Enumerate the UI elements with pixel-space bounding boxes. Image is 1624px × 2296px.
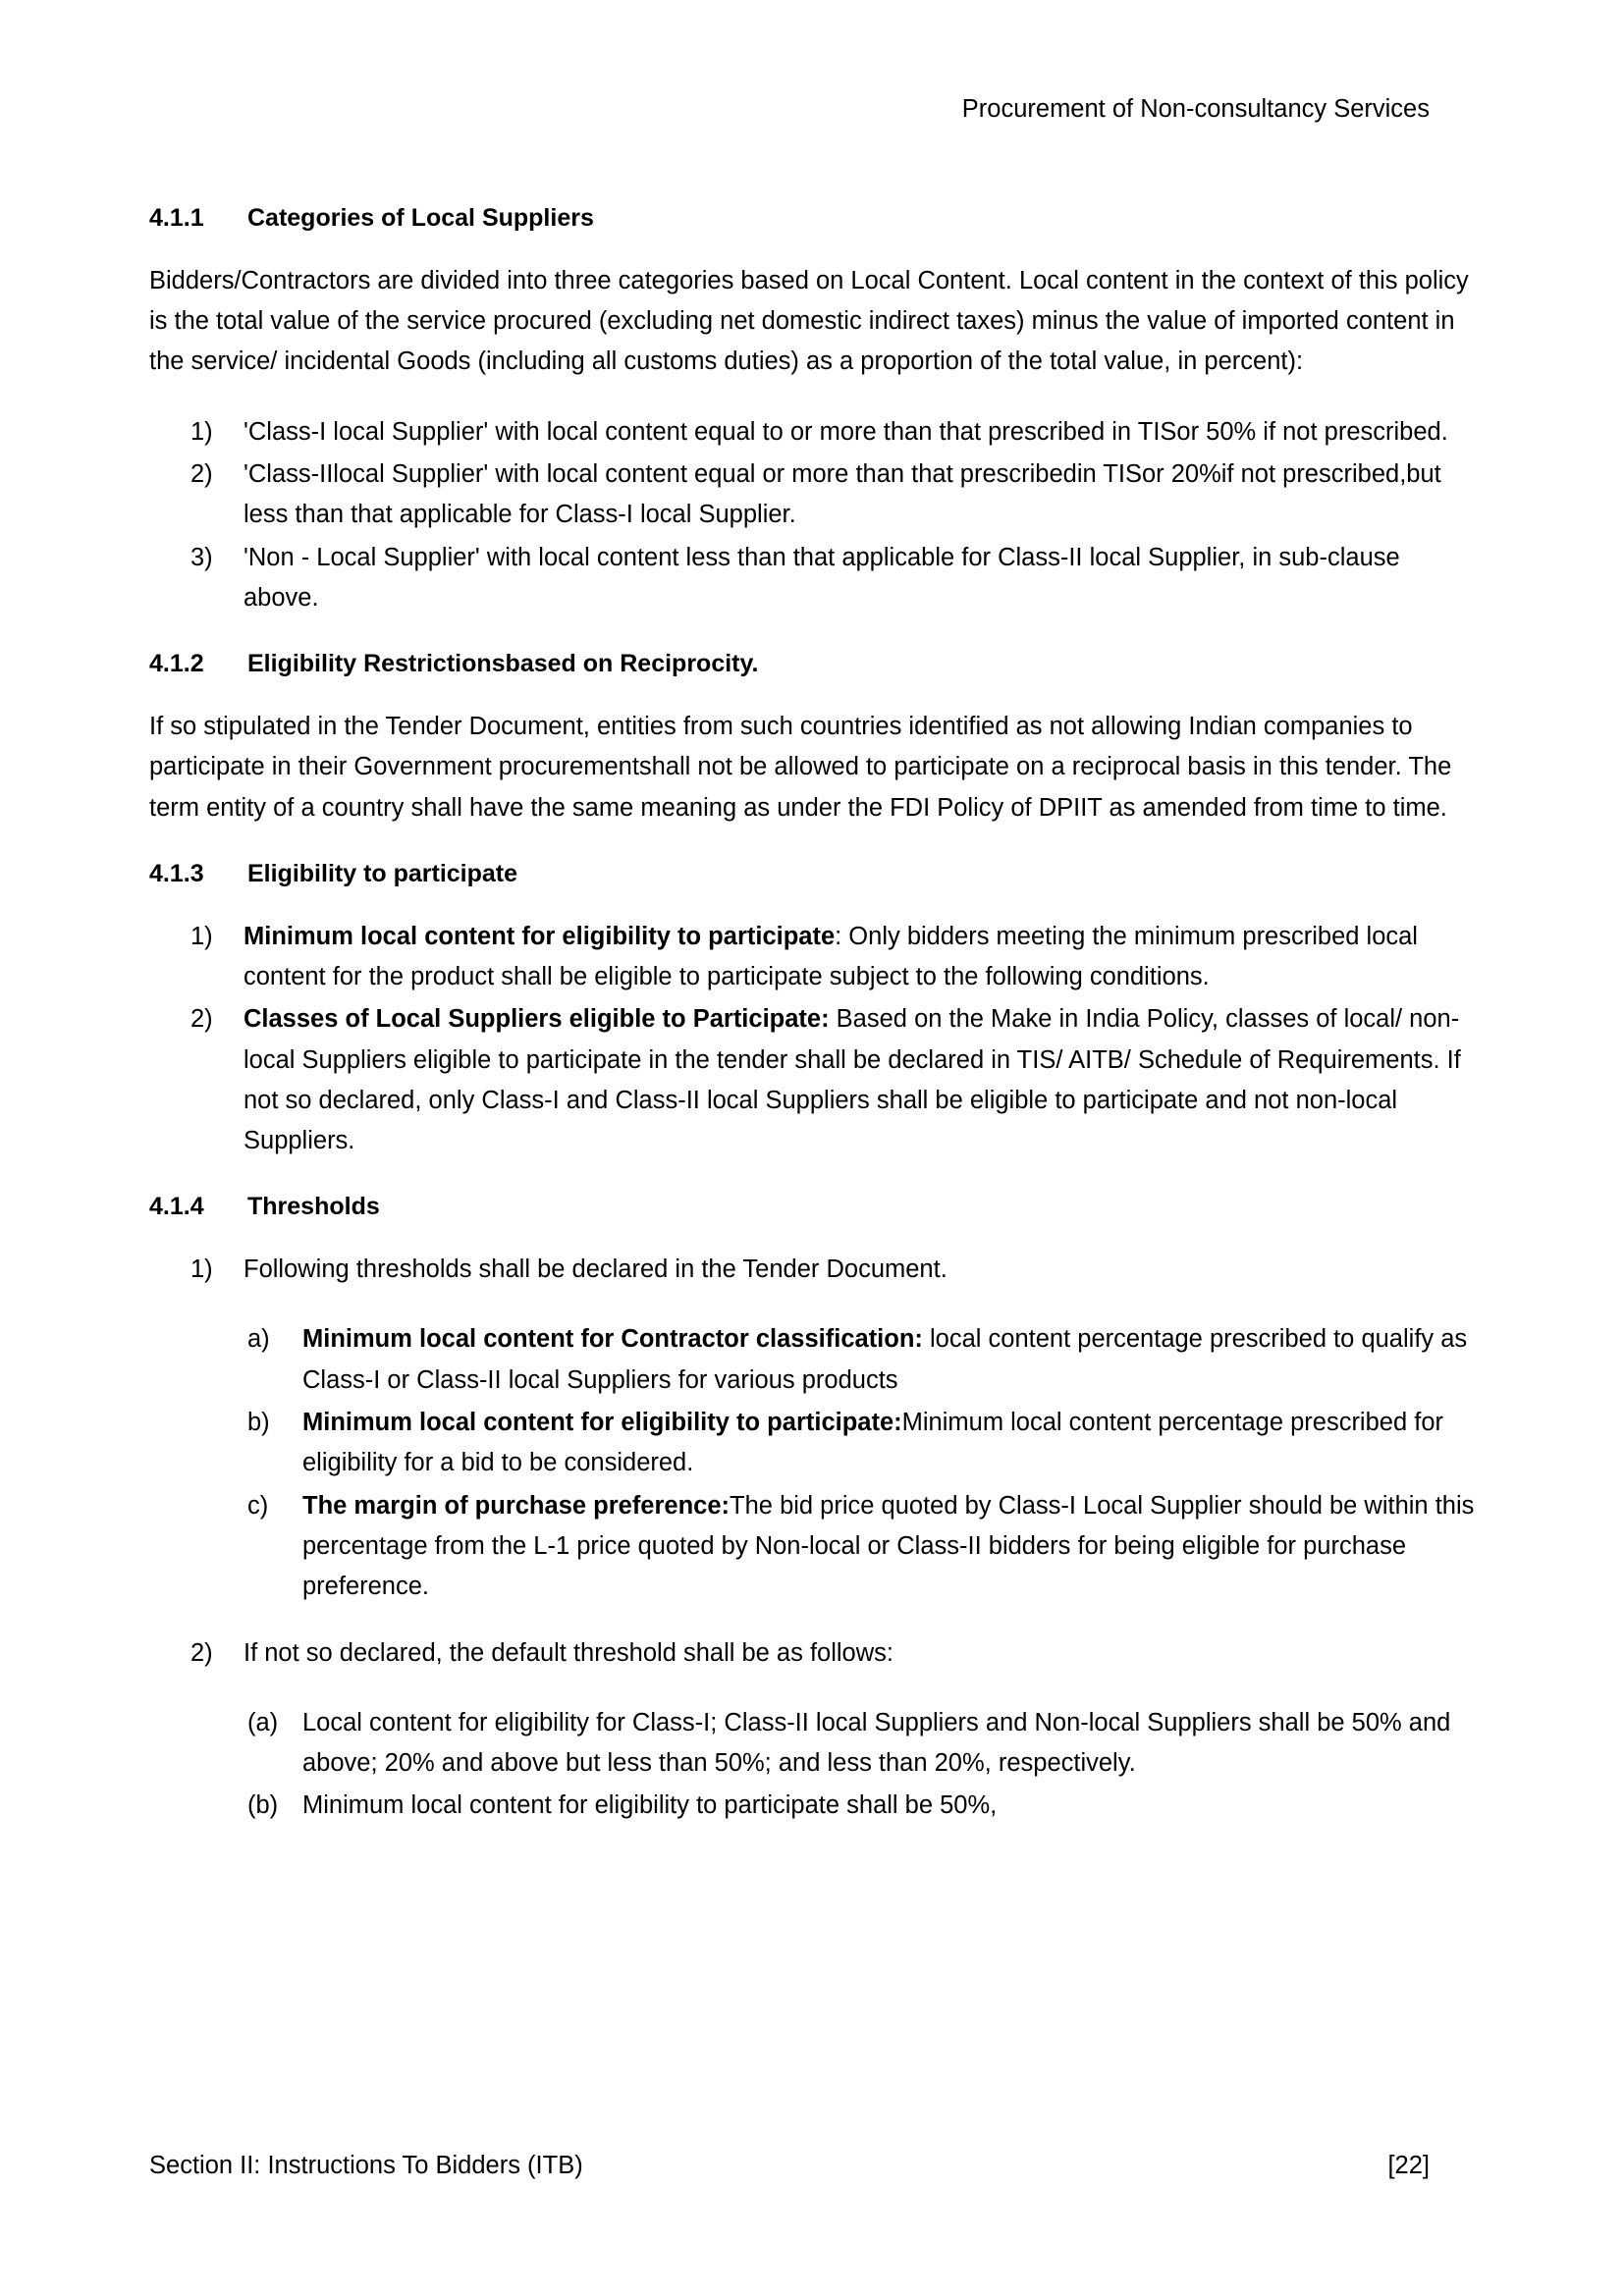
section-number: 4.1.2: [149, 650, 204, 678]
list-item: [149, 1250, 1475, 1290]
list-item: [149, 1319, 1475, 1401]
list-marker: 2): [190, 1005, 213, 1034]
section-heading-4-1-4: [149, 1191, 1475, 1224]
list-item-lead: Minimum local content for Contractor classification:: [302, 1325, 923, 1354]
list-item-text: : Only bidders meeting the minimum prescribed local content for the product shall be eligible to participate subject to the following conditions.: [244, 922, 1418, 990]
list-item-text: Following thresholds shall be declared in the Tender Document.: [244, 1255, 947, 1284]
section-title: Eligibility Restrictionsbased on Reciprocity.: [247, 650, 759, 678]
list-4-1-4-item-1: [149, 1250, 1475, 1290]
section-title: Eligibility to participate: [247, 859, 518, 887]
list-item: [149, 454, 1475, 536]
list-marker: 1): [190, 1255, 213, 1284]
section-number: 4.1.3: [149, 859, 204, 887]
list-item: [149, 1486, 1475, 1608]
list-marker: 1): [190, 417, 213, 446]
list-item: [149, 1633, 1475, 1674]
list-marker: a): [247, 1325, 270, 1354]
list-4-1-4-item-2: [149, 1633, 1475, 1674]
list-marker: 2): [190, 1638, 213, 1667]
list-item-text: If not so declared, the default threshold shall be as follows:: [244, 1638, 893, 1667]
footer-section-label: Section II: Instructions To Bidders (ITB): [149, 2152, 583, 2179]
sublist-4-1-4-default-thresholds: [149, 1703, 1475, 1827]
sublist-4-1-4-a-c: [149, 1319, 1475, 1607]
list-marker: 3): [190, 543, 213, 571]
footer-page-number: [22]: [1387, 2152, 1430, 2179]
list-item-lead: Minimum local content for eligibility to participate:: [302, 1409, 902, 1437]
section-title: Categories of Local Suppliers: [247, 204, 594, 233]
list-item: [149, 917, 1475, 998]
section-number: 4.1.4: [149, 1193, 204, 1221]
list-item-text: 'Class-IIlocal Supplier' with local content equal or more than that prescribedin TISor 20%if not prescribed,but less than that applicable for Class-I local Supplier.: [244, 460, 1441, 529]
section-number: 4.1.1: [149, 204, 204, 233]
list-item-lead: Classes of Local Suppliers eligible to Participate:: [244, 1005, 830, 1034]
list-item-text: Local content for eligibility for Class-I; Class-II local Suppliers and Non-local Suppliers shall be 50% and above; 20% and above but less than 50%; and less than 20%, respectively.: [302, 1708, 1451, 1778]
list-item-text: Minimum local content for eligibility to participate shall be 50%,: [302, 1791, 998, 1820]
list-item: [149, 1703, 1475, 1785]
list-item-text: Minimum local content percentage prescribed for eligibility for a bid to be considered.: [302, 1409, 1443, 1477]
list-item-text: local content percentage prescribed to qualify as Class-I or Class-II local Suppliers for various products: [302, 1325, 1468, 1394]
section-title: Thresholds: [247, 1193, 380, 1221]
list-4-1-3: [149, 917, 1475, 1162]
section-heading-4-1-1: [149, 202, 1475, 236]
section-paragraph-4-1-2: If so stipulated in the Tender Document, entities from such countries identified as not allowing Indian companies to participate in their Government procurementshall not be allowed to participate on a reciprocal basis in this tender. The term entity of a country shall have the same meaning as under the FDI Policy of DPIIT as amended from time to time.: [149, 713, 1452, 822]
list-item: [149, 999, 1475, 1161]
section-heading-4-1-3: [149, 858, 1475, 891]
list-item: [149, 412, 1475, 453]
section-paragraph-4-1-1: Bidders/Contractors are divided into three categories based on Local Content. Local content in the context of this policy is the total value of the service procured (excluding net domestic indirect taxes) minus the value of imported content in the service/ incidental Goods (including all customs duties) as a proportion of the total value, in percent):: [149, 266, 1469, 376]
list-marker: (a): [247, 1708, 279, 1736]
list-item: [149, 538, 1475, 619]
page-header: [149, 93, 1475, 126]
list-item-text: 'Non - Local Supplier' with local content less than that applicable for Class-II local Supplier, in sub-clause above.: [244, 543, 1400, 612]
list-marker: c): [247, 1491, 269, 1520]
page-footer: [149, 2152, 1475, 2180]
list-marker: (b): [247, 1791, 279, 1820]
list-4-1-1: [149, 412, 1475, 618]
list-item: [149, 1403, 1475, 1484]
list-marker: b): [247, 1409, 270, 1437]
section-heading-4-1-2: [149, 648, 1475, 681]
list-item-text: The bid price quoted by Class-I Local Supplier should be within this percentage from the L-1 price quoted by Non-local or Class-II bidders for being eligible for purchase preference.: [302, 1491, 1475, 1601]
list-item-lead: Minimum local content for eligibility to participate: [244, 922, 836, 950]
list-item-lead: The margin of purchase preference:: [302, 1491, 731, 1520]
list-item-text: 'Class-I local Supplier' with local content equal to or more than that prescribed in TISor 50% if not prescribed.: [244, 417, 1448, 446]
list-item-text: Based on the Make in India Policy, classes of local/ non-local Suppliers eligible to participate in the tender shall be declared in TIS/ AITB/ Schedule of Requirements. If not so declared, only Class-I and Class-II local Suppliers shall be eligible to participate and not non-local Suppliers.: [244, 1005, 1461, 1155]
header-title: Procurement of Non-consultancy Services: [961, 95, 1430, 123]
list-marker: 2): [190, 460, 213, 489]
list-item: [149, 1786, 1475, 1826]
list-marker: 1): [190, 922, 213, 950]
